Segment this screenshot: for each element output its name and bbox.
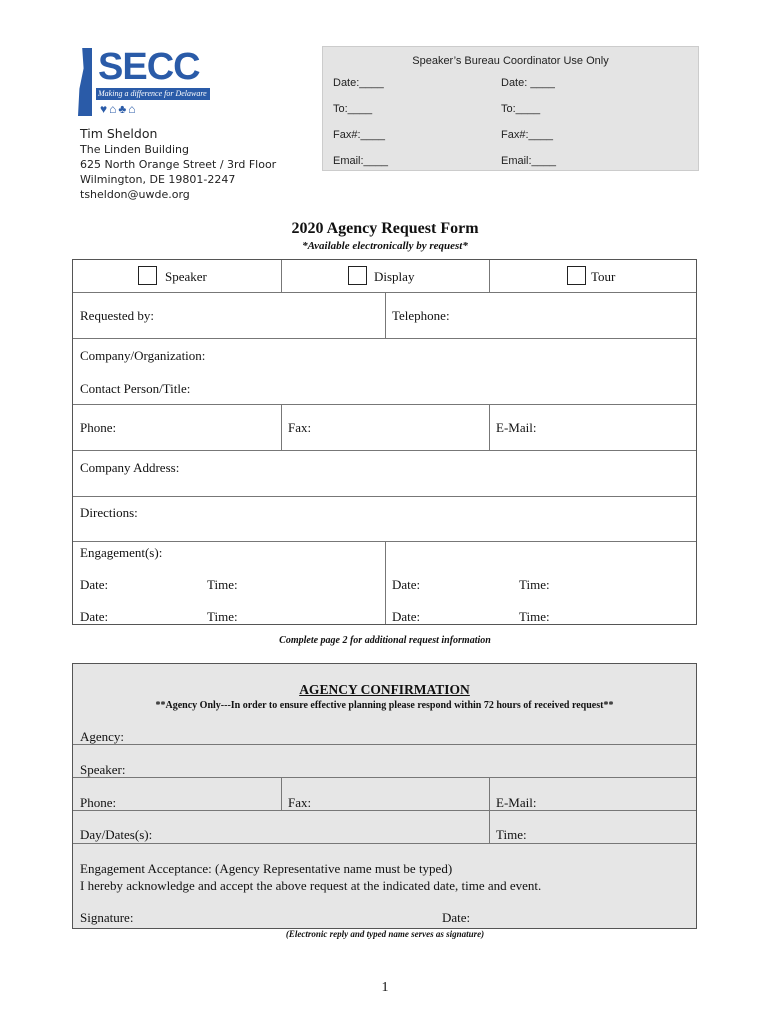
coord-email-left[interactable]: Email:____	[333, 155, 389, 167]
coordinator-box	[322, 46, 699, 171]
page-number: 1	[381, 980, 389, 995]
company-row	[73, 339, 696, 405]
confirmation-header-row	[73, 664, 696, 745]
email-field[interactable]: E-Mail:	[496, 420, 537, 435]
logo-tagline: Making a difference for Delaware	[96, 88, 210, 100]
requested-by-row	[73, 293, 696, 339]
company-address-field[interactable]: Company Address:	[80, 460, 180, 475]
conf-phone-row	[73, 778, 696, 811]
display-checkbox[interactable]	[348, 266, 367, 285]
delaware-shape-icon	[78, 48, 92, 116]
coord-email-right[interactable]: Email:____	[501, 155, 557, 167]
coordinator-header: Speaker’s Bureau Coordinator Use Only	[412, 55, 609, 67]
coord-fax-right[interactable]: Fax#:____	[501, 129, 553, 141]
coord-to-right[interactable]: To:____	[501, 103, 541, 115]
conf-email-field[interactable]: E-Mail:	[496, 795, 537, 810]
engagement-3-time[interactable]: Time:	[207, 609, 238, 624]
directions-row	[73, 497, 696, 542]
conf-time-field[interactable]: Time:	[496, 827, 527, 842]
contact-line3: Wilmington, DE 19801-2247	[80, 173, 236, 186]
secc-logo	[78, 46, 208, 118]
speaker-checkbox[interactable]	[138, 266, 157, 285]
acceptance-line1: Engagement Acceptance: (Agency Representative name must be typed)	[80, 861, 453, 876]
phone-row	[73, 405, 696, 451]
logo-wordmark: SECC	[98, 46, 200, 88]
agency-confirmation-form	[72, 663, 697, 929]
confirmation-subtitle: **Agency Only---In order to ensure effective planning please respond within 72 hours of received request**	[155, 700, 614, 711]
engagement-1-date[interactable]: Date:	[80, 577, 109, 592]
signature-field[interactable]: Signature:	[80, 910, 134, 925]
fax-field[interactable]: Fax:	[288, 420, 312, 435]
conf-fax-field[interactable]: Fax:	[288, 795, 312, 810]
contact-block	[80, 126, 276, 202]
company-field[interactable]: Company/Organization:	[80, 348, 206, 363]
engagement-2-time[interactable]: Time:	[519, 577, 550, 592]
confirmation-title: AGENCY CONFIRMATION	[299, 682, 470, 697]
engagement-3-date[interactable]: Date:	[80, 609, 109, 624]
coord-date-right[interactable]: Date: ____	[501, 77, 555, 89]
coord-fax-left[interactable]: Fax#:____	[333, 129, 385, 141]
engagement-2-date[interactable]: Date:	[392, 577, 421, 592]
contact-email: tsheldon@uwde.org	[80, 188, 190, 201]
tour-label: Tour	[591, 269, 616, 284]
houses-icon: ♥⌂♣⌂	[100, 102, 138, 116]
conf-date-field[interactable]: Date:	[442, 910, 471, 925]
engagement-1-time[interactable]: Time:	[207, 577, 238, 592]
signature-note: (Electronic reply and typed name serves as signature)	[285, 929, 485, 939]
form-title: 2020 Agency Request Form	[291, 220, 479, 237]
engagement-4-date[interactable]: Date:	[392, 609, 421, 624]
contact-line2: 625 North Orange Street / 3rd Floor	[80, 158, 277, 171]
contact-name: Tim Sheldon	[80, 126, 158, 141]
display-label: Display	[374, 269, 415, 284]
speaker-row	[73, 745, 696, 778]
coord-date-left[interactable]: Date:____	[333, 77, 384, 89]
request-type-row	[73, 260, 696, 293]
engagements-label: Engagement(s):	[80, 545, 163, 560]
directions-field[interactable]: Directions:	[80, 505, 138, 520]
requested-by-field[interactable]: Requested by:	[80, 308, 155, 323]
page2-note: Complete page 2 for additional request information	[279, 635, 491, 646]
request-form	[72, 259, 697, 625]
telephone-field[interactable]: Telephone:	[392, 308, 450, 323]
engagement-4-time[interactable]: Time:	[519, 609, 550, 624]
form-subtitle: *Available electronically by request*	[302, 240, 468, 252]
speaker-label: Speaker	[165, 269, 207, 284]
phone-field[interactable]: Phone:	[80, 420, 117, 435]
conf-speaker-field[interactable]: Speaker:	[80, 762, 126, 777]
address-row	[73, 451, 696, 497]
tour-checkbox[interactable]	[567, 266, 586, 285]
conf-phone-field[interactable]: Phone:	[80, 795, 117, 810]
acceptance-line2: I hereby acknowledge and accept the above request at the indicated date, time and event.	[80, 878, 542, 893]
contact-person-field[interactable]: Contact Person/Title:	[80, 381, 191, 396]
coord-to-left[interactable]: To:____	[333, 103, 373, 115]
conf-days-field[interactable]: Day/Dates(s):	[80, 827, 153, 842]
conf-days-row	[73, 811, 696, 844]
engagements-row	[73, 542, 696, 624]
agency-field[interactable]: Agency:	[80, 729, 125, 744]
contact-line1: The Linden Building	[80, 143, 189, 156]
acceptance-row	[73, 844, 696, 928]
